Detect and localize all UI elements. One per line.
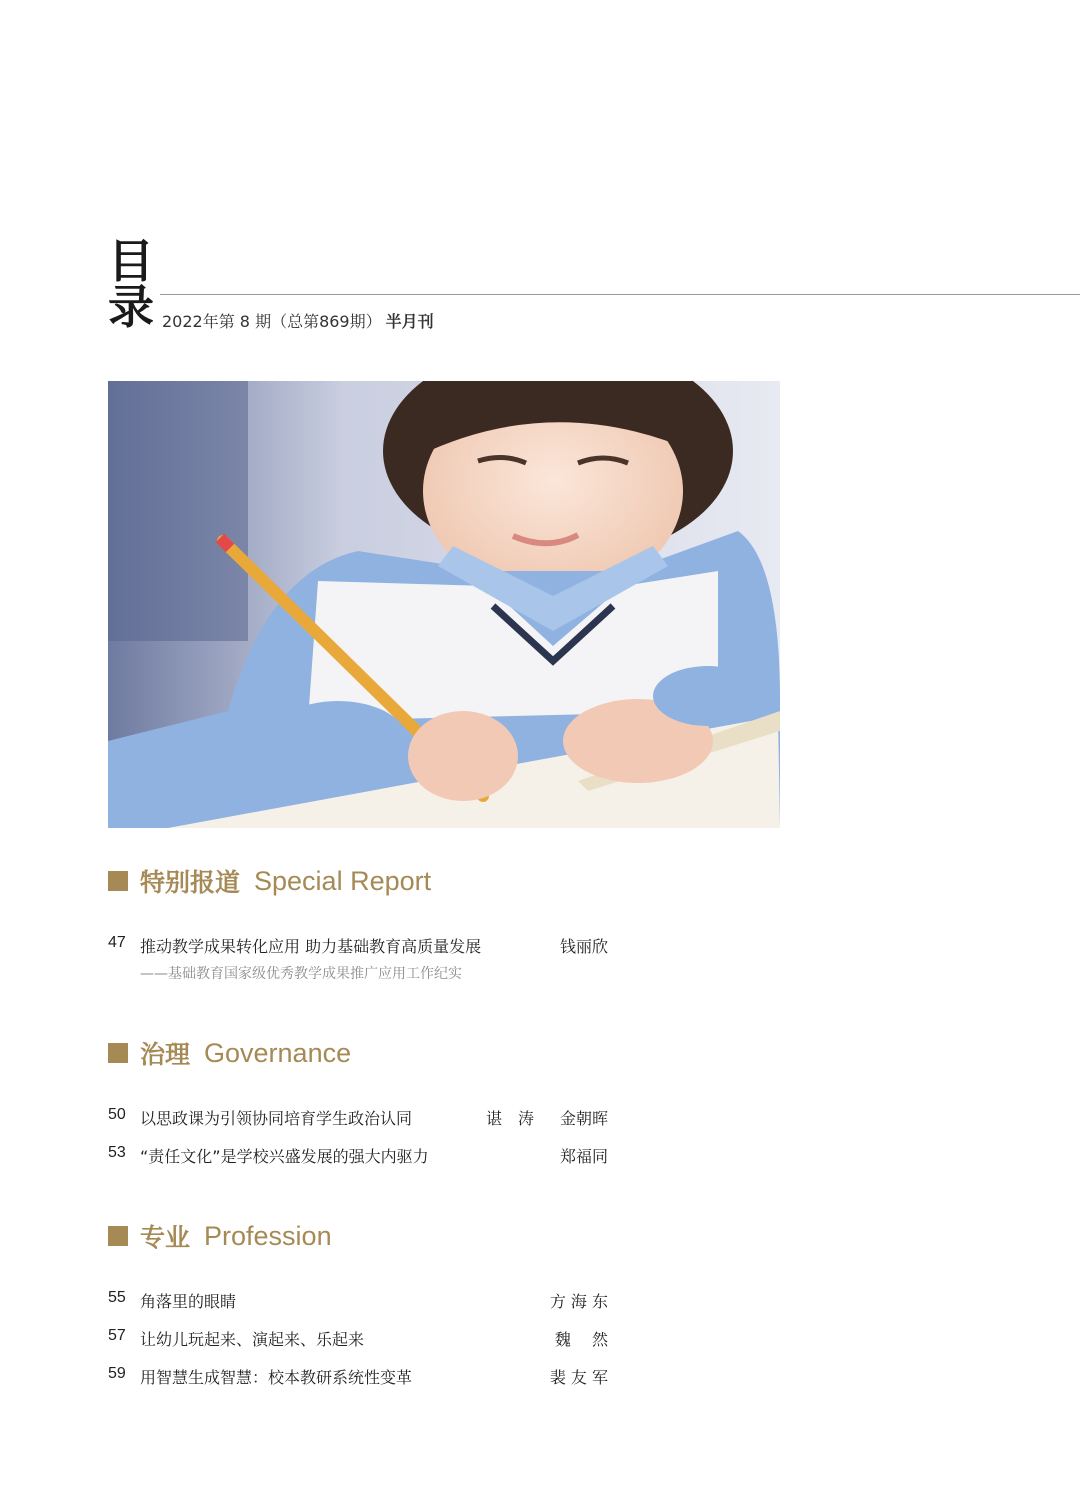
photo-illustration xyxy=(108,381,780,828)
article-title: 以思政课为引领协同培育学生政治认同 xyxy=(140,1109,413,1128)
toc-title-char-2: 录 xyxy=(108,280,154,334)
article-author: 魏 然 xyxy=(554,1330,608,1349)
toc-entry-55[interactable] xyxy=(108,1287,608,1313)
article-title: 用智慧生成智慧：校本教研系统性变革 xyxy=(140,1368,413,1387)
section-header-special-report xyxy=(108,864,431,898)
section-title-zh: 特别报道 xyxy=(140,868,241,897)
section-square-marker xyxy=(108,1226,128,1246)
article-author: 钱丽欣 xyxy=(559,937,608,956)
section-square-marker xyxy=(108,871,128,891)
page-number: 53 xyxy=(108,1144,126,1161)
article-author: 裴 友 军 xyxy=(549,1368,608,1387)
article-title: 推动教学成果转化应用 助力基础教育高质量发展 xyxy=(140,937,482,956)
article-author: 方 海 东 xyxy=(549,1292,608,1311)
article-title: “责任文化”是学校兴盛发展的强大内驱力 xyxy=(140,1147,429,1166)
article-author-1: 谌 涛 xyxy=(486,1109,535,1128)
toc-title-char-1: 目 xyxy=(108,234,154,288)
section-header-profession xyxy=(108,1219,332,1253)
issue-number: 2022年第 8 期（总第869期） xyxy=(162,312,382,331)
issue-info xyxy=(162,309,434,332)
page-number: 59 xyxy=(108,1365,126,1382)
section-square-marker xyxy=(108,1043,128,1063)
toc-entry-53[interactable] xyxy=(108,1142,608,1168)
page-number: 50 xyxy=(108,1106,126,1123)
article-author: 郑福同 xyxy=(559,1147,608,1166)
article-title: 角落里的眼睛 xyxy=(140,1292,237,1311)
section-title-zh: 专业 xyxy=(140,1223,191,1252)
page-number: 57 xyxy=(108,1327,126,1344)
header-rule xyxy=(160,294,1080,295)
section-title-en: Profession xyxy=(204,1220,332,1251)
article-title: 让幼儿玩起来、演起来、乐起来 xyxy=(140,1330,365,1349)
page-number: 47 xyxy=(108,934,126,951)
toc-entry-59[interactable] xyxy=(108,1363,608,1389)
issue-frequency: 半月刊 xyxy=(385,312,434,331)
article-author-2: 金朝晖 xyxy=(559,1109,608,1128)
section-title-en: Governance xyxy=(204,1037,352,1068)
toc-entry-50[interactable] xyxy=(108,1104,608,1130)
article-subtitle-47: ——基础教育国家级优秀教学成果推广应用工作纪实 xyxy=(140,966,462,982)
page-number: 55 xyxy=(108,1289,126,1306)
section-title-en: Special Report xyxy=(254,865,432,896)
toc-title xyxy=(108,234,160,334)
section-title-zh: 治理 xyxy=(140,1040,191,1069)
toc-entry-57[interactable] xyxy=(108,1325,608,1351)
cover-photo-girl-writing xyxy=(108,381,780,828)
toc-entry-47[interactable] xyxy=(108,932,608,958)
section-header-governance xyxy=(108,1036,351,1070)
